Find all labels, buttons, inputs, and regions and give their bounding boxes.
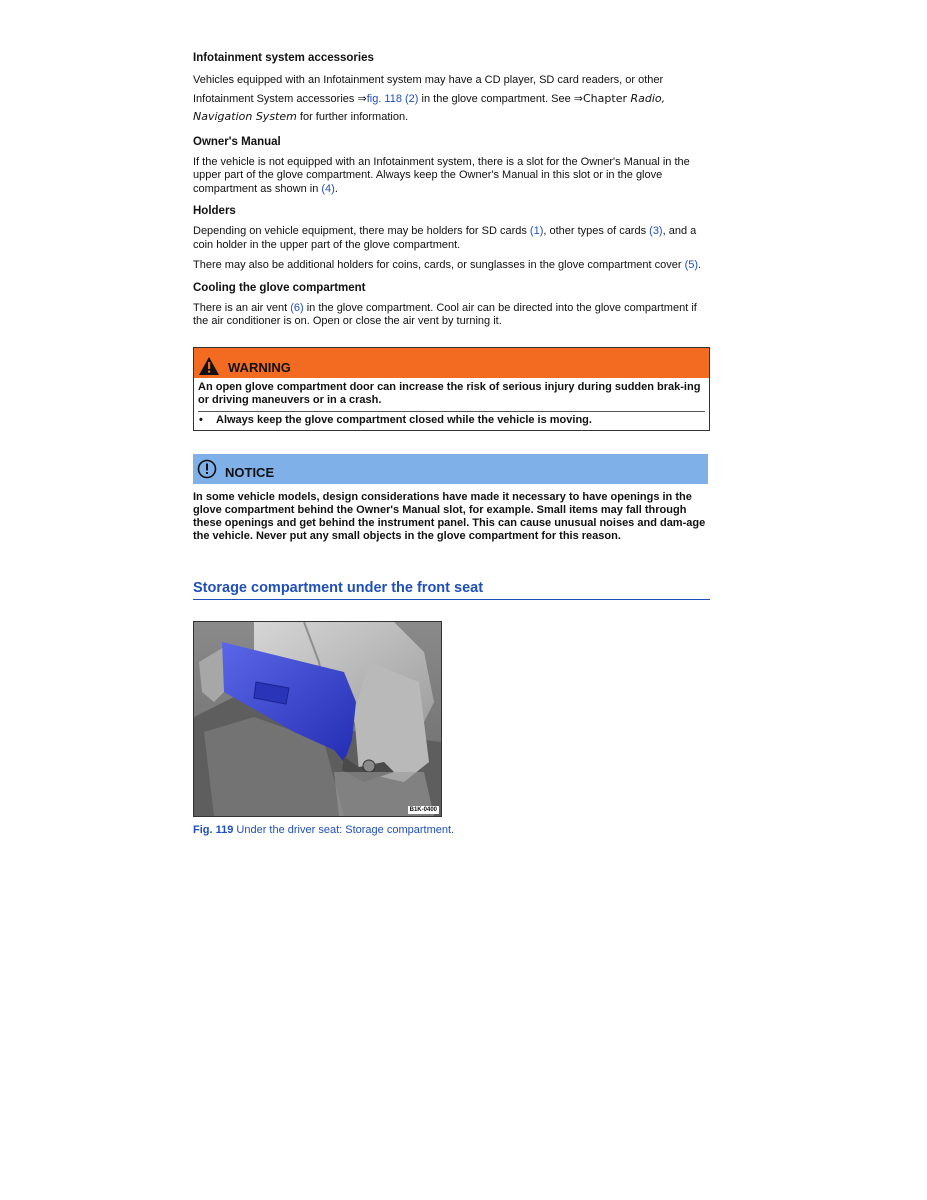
warning-box bbox=[193, 347, 710, 432]
link-chapter-radio[interactable]: Radio, Navigation System bbox=[193, 91, 666, 123]
figure-code-label: B1K-0400 bbox=[409, 807, 437, 813]
paragraph-holders-2: There may also be additional holders for coins, cards, or sunglasses in the glove compartment cover (5). bbox=[193, 259, 702, 271]
caption-label: Fig. 119 bbox=[193, 824, 234, 836]
notice-exclamation-icon bbox=[197, 459, 217, 479]
ref-5[interactable]: (5) bbox=[684, 259, 699, 271]
warning-header bbox=[194, 348, 709, 378]
paragraph-infotainment: Vehicles equipped with an Infotainment system may have a CD player, SD card readers, or other Infotainment System accessories ⇒fig. 118 (2) in the glove compartment. See ⇒Chapter Radio, Navigation System for further information. bbox=[193, 74, 666, 123]
warning-text: An open glove compartment door can increase the risk of serious injury during sudden brak-ing or driving maneuvers or in a crash. bbox=[198, 380, 701, 406]
warning-bullet-text: Always keep the glove compartment closed while the vehicle is moving. bbox=[216, 413, 592, 426]
ref-6[interactable]: (6) bbox=[290, 301, 304, 314]
seat-storage-illustration bbox=[194, 622, 441, 816]
ref-3[interactable]: (3) bbox=[649, 225, 663, 237]
heading-holders: Holders bbox=[193, 205, 236, 217]
paragraph-owners-manual: If the vehicle is not equipped with an Infotainment system, there is a slot for the Owner's Manual in the upper part of the glove compartment. Always keep the Owner's Manual in this slot or in the glove compartment as shown in (4). bbox=[193, 155, 690, 195]
bullet-dot-icon: • bbox=[199, 413, 203, 426]
warning-divider bbox=[198, 411, 705, 412]
paragraph-cooling: There is an air vent (6) in the glove compartment. Cool air can be directed into the glove compartment if the air conditioner is on. Open or close the air vent by turning it. bbox=[193, 301, 697, 327]
caption-text: Under the driver seat: Storage compartment. bbox=[233, 824, 455, 836]
section-title-storage: Storage compartment under the front seat bbox=[193, 580, 710, 600]
notice-title: NOTICE bbox=[225, 464, 275, 480]
heading-cooling: Cooling the glove compartment bbox=[193, 281, 366, 294]
manual-page bbox=[193, 50, 710, 836]
heading-infotainment: Infotainment system accessories bbox=[193, 52, 374, 64]
notice-text: In some vehicle models, design considerations have made it necessary to have openings in the glove compartment behind the Owner's Manual slot, for example. Small items may fall through these openings and get behind the instrument panel. This can cause unusual noises and dam-age the vehicle. Never put any small objects in the glove compartment for this reason. bbox=[193, 491, 706, 542]
warning-body bbox=[194, 378, 709, 431]
paragraph-holders-1: Depending on vehicle equipment, there may be holders for SD cards (1), other types of cards (3), and a coin holder in the upper part of the glove compartment. bbox=[193, 225, 697, 251]
figure-seat-storage bbox=[193, 621, 442, 817]
warning-title: WARNING bbox=[228, 359, 291, 375]
warning-triangle-icon bbox=[198, 356, 220, 376]
heading-owners-manual: Owner's Manual bbox=[193, 135, 281, 148]
ref-4[interactable]: (4) bbox=[321, 182, 335, 195]
figure-caption bbox=[193, 824, 710, 836]
warning-bullet-item bbox=[198, 414, 705, 428]
ref-1[interactable]: (1) bbox=[529, 225, 544, 237]
notice-header bbox=[193, 454, 708, 484]
link-fig-118[interactable]: fig. 118 (2) bbox=[366, 92, 419, 105]
